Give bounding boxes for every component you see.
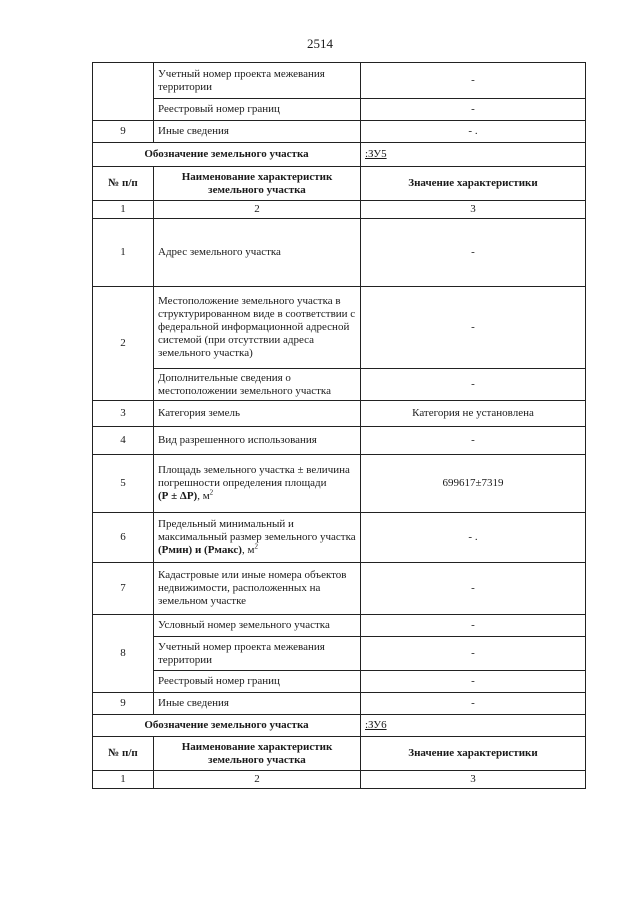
col-header-value-b: Значение характеристики <box>361 737 586 771</box>
row-9-label: Иные сведения <box>154 693 361 715</box>
row-8b-label: Учетный номер проекта межевания территории <box>154 637 361 671</box>
row-8c-label: Реестровый номер границ <box>154 671 361 693</box>
designation-code-a: :ЗУ5 <box>365 148 387 160</box>
row-8a-value: - <box>361 615 586 637</box>
row-2a-value: - <box>361 287 586 369</box>
row-8b-value: - <box>361 637 586 671</box>
col-header-name-a: Наименование характеристик земельного участка <box>154 167 361 201</box>
row-1-label: Адрес земельного участка <box>154 219 361 287</box>
col-index-1-a: 1 <box>93 201 154 219</box>
col-index-1-b: 1 <box>93 771 154 789</box>
row-5-label-unit-exp: 2 <box>209 488 214 497</box>
registry-bounds-value: - <box>361 99 586 121</box>
row-4-number: 4 <box>93 427 154 455</box>
designation-value-b <box>361 715 586 737</box>
row-3-number: 3 <box>93 401 154 427</box>
land-parcel-table <box>92 62 586 789</box>
row-9-number: 9 <box>93 693 154 715</box>
row-5-value: 699617±7319 <box>361 455 586 513</box>
row-2a-label: Местоположение земельного участка в структурированном виде в соответствии с федеральной информационной адресной системой (при отсутствии адреса земельного участка) <box>154 287 361 369</box>
designation-value-a <box>361 143 586 167</box>
other-info-label: Иные сведения <box>154 121 361 143</box>
designation-label-b: Обозначение земельного участка <box>93 715 361 737</box>
row-7-value: - <box>361 563 586 615</box>
other-info-value: - . <box>361 121 586 143</box>
row-6-label-unit: , м <box>241 544 255 556</box>
row-6-label-unit-exp: 2 <box>254 542 258 551</box>
col-index-3-b: 3 <box>361 771 586 789</box>
row-6-label-text: Предельный минимальный и максимальный размер земельного участка <box>158 518 356 543</box>
registry-bounds-label: Реестровый номер границ <box>154 99 361 121</box>
other-info-number: 9 <box>93 121 154 143</box>
row-3-label: Категория земель <box>154 401 361 427</box>
row-8-number: 8 <box>93 615 154 693</box>
designation-label-a: Обозначение земельного участка <box>93 143 361 167</box>
row-7-number: 7 <box>93 563 154 615</box>
row-6-label-formula: (Рмин) и (Рмакс) <box>158 544 242 556</box>
accounting-project-label: Учетный номер проекта межевания территории <box>154 63 361 99</box>
continued-row-number-cell <box>93 63 154 121</box>
row-2-number: 2 <box>93 287 154 401</box>
col-index-3-a: 3 <box>361 201 586 219</box>
row-5-number: 5 <box>93 455 154 513</box>
accounting-project-value: - <box>361 63 586 99</box>
row-6-number: 6 <box>93 513 154 563</box>
row-8c-value: - <box>361 671 586 693</box>
col-header-number-a: № п/п <box>93 167 154 201</box>
row-4-value: - <box>361 427 586 455</box>
col-index-2-b: 2 <box>154 771 361 789</box>
row-1-number: 1 <box>93 219 154 287</box>
row-5-label-unit: , м <box>197 490 210 502</box>
row-2b-label: Дополнительные сведения о местоположении земельного участка <box>154 369 361 401</box>
row-4-label: Вид разрешенного использования <box>154 427 361 455</box>
row-6-label <box>154 513 361 563</box>
row-5-label <box>154 455 361 513</box>
row-8a-label: Условный номер земельного участка <box>154 615 361 637</box>
row-6-value: - . <box>361 513 586 563</box>
page-number: 2514 <box>307 36 333 51</box>
row-5-label-formula: (Р ± ΔР) <box>158 490 198 502</box>
row-5-label-text: Площадь земельного участка ± величина погрешности определения площади <box>158 464 350 489</box>
row-3-value: Категория не установлена <box>361 401 586 427</box>
row-1-value: - <box>361 219 586 287</box>
col-header-number-b: № п/п <box>93 737 154 771</box>
col-header-value-a: Значение характеристики <box>361 167 586 201</box>
col-index-2-a: 2 <box>154 201 361 219</box>
row-9-value: - <box>361 693 586 715</box>
row-2b-value: - <box>361 369 586 401</box>
designation-code-b: :ЗУ6 <box>365 719 387 731</box>
row-7-label: Кадастровые или иные номера объектов недвижимости, расположенных на земельном участке <box>154 563 361 615</box>
col-header-name-b: Наименование характеристик земельного участка <box>154 737 361 771</box>
